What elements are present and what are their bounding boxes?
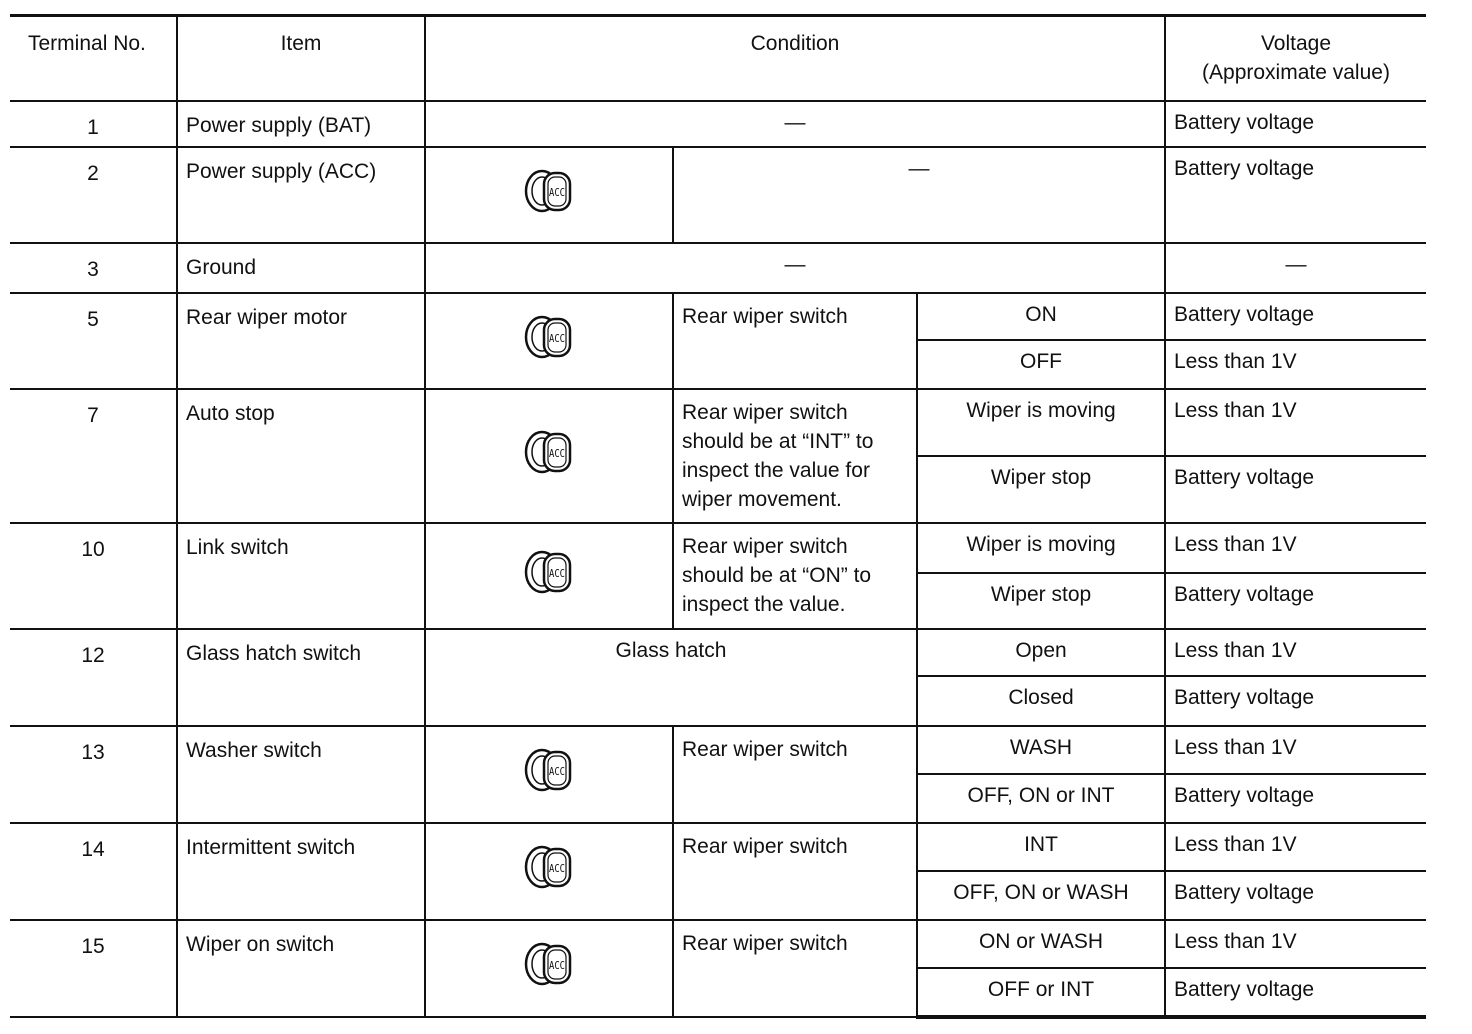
item-name: Glass hatch switch: [177, 629, 425, 726]
ignition-acc-icon: [522, 547, 576, 597]
svg-text:ACC: ACC: [549, 960, 565, 973]
item-name: Wiper on switch: [177, 920, 425, 1017]
table-row: [10, 726, 1426, 774]
item-name: Auto stop: [177, 389, 425, 523]
table-row: [10, 629, 1426, 676]
voltage-value: Battery voltage: [1165, 147, 1426, 243]
voltage-value: Battery voltage: [1165, 774, 1426, 823]
svg-text:ACC: ACC: [549, 766, 565, 779]
switch-state: ON: [917, 293, 1165, 340]
voltage-value: Less than 1V: [1165, 726, 1426, 774]
header-item: Item: [177, 16, 425, 101]
condition-text: Rear wiper switch: [673, 293, 917, 389]
switch-state: Open: [917, 629, 1165, 676]
ignition-acc-icon: [522, 842, 576, 892]
table-header-row: [10, 16, 1426, 101]
voltage-value: —: [1165, 243, 1426, 293]
ignition-acc-icon: [522, 427, 576, 477]
switch-state: Closed: [917, 676, 1165, 726]
svg-text:ACC: ACC: [549, 186, 565, 199]
table-row: [10, 147, 1426, 243]
condition-text: Rear wiper switch: [673, 726, 917, 823]
ignition-switch-cell: [425, 147, 673, 243]
ignition-acc-icon: [522, 939, 576, 989]
terminal-number: 3: [10, 243, 177, 293]
switch-state: OFF or INT: [917, 968, 1165, 1017]
terminal-number: 13: [10, 726, 177, 823]
item-name: Link switch: [177, 523, 425, 629]
voltage-value: Less than 1V: [1165, 629, 1426, 676]
condition-text: —: [673, 147, 1165, 243]
svg-text:ACC: ACC: [549, 863, 565, 876]
item-name: Rear wiper motor: [177, 293, 425, 389]
terminal-number: 1: [10, 101, 177, 147]
table-row: [10, 293, 1426, 340]
terminal-number: 12: [10, 629, 177, 726]
terminal-number: 14: [10, 823, 177, 920]
switch-state: OFF, ON or WASH: [917, 871, 1165, 920]
voltage-value: Less than 1V: [1165, 523, 1426, 573]
ignition-acc-icon: [522, 166, 576, 216]
svg-text:ACC: ACC: [549, 567, 565, 580]
ignition-switch-cell: [425, 726, 673, 823]
switch-state: Wiper stop: [917, 456, 1165, 523]
switch-state: ON or WASH: [917, 920, 1165, 968]
header-terminal-no: Terminal No.: [10, 16, 177, 101]
header-voltage-line1: Voltage: [1260, 32, 1332, 55]
condition-text: —: [425, 243, 1165, 293]
voltage-value: Battery voltage: [1165, 573, 1426, 629]
svg-text:ACC: ACC: [549, 332, 565, 345]
voltage-value: Battery voltage: [1165, 968, 1426, 1017]
switch-state: Wiper is moving: [917, 523, 1165, 573]
ignition-switch-cell: [425, 389, 673, 523]
svg-text:ACC: ACC: [549, 447, 565, 460]
item-name: Intermittent switch: [177, 823, 425, 920]
terminal-number: 2: [10, 147, 177, 243]
condition-text: Rear wiper switch should be at “INT” to inspect the value for wiper movement.: [673, 389, 917, 523]
voltage-value: Less than 1V: [1165, 389, 1426, 456]
header-voltage-line2: (Approximate value): [1202, 61, 1390, 84]
ignition-switch-cell: [425, 523, 673, 629]
ignition-acc-icon: [522, 312, 576, 362]
item-name: Power supply (BAT): [177, 101, 425, 147]
item-name: Power supply (ACC): [177, 147, 425, 243]
ignition-acc-icon: [522, 745, 576, 795]
condition-text: Rear wiper switch should be at “ON” to inspect the value.: [673, 523, 917, 629]
switch-state: OFF, ON or INT: [917, 774, 1165, 823]
table-row: [10, 523, 1426, 573]
ignition-switch-cell: [425, 293, 673, 389]
terminal-number: 7: [10, 389, 177, 523]
item-name: Washer switch: [177, 726, 425, 823]
voltage-value: Battery voltage: [1165, 293, 1426, 340]
condition-text: —: [425, 101, 1165, 147]
voltage-value: Less than 1V: [1165, 920, 1426, 968]
switch-state: Wiper stop: [917, 573, 1165, 629]
switch-state: OFF: [917, 340, 1165, 389]
voltage-value: Battery voltage: [1165, 676, 1426, 726]
header-voltage: [1165, 16, 1426, 101]
condition-text: Rear wiper switch: [673, 920, 917, 1017]
voltage-value: Less than 1V: [1165, 823, 1426, 871]
header-condition: Condition: [425, 16, 1165, 101]
item-name: Ground: [177, 243, 425, 293]
voltage-value: Battery voltage: [1165, 456, 1426, 523]
condition-text: Rear wiper switch: [673, 823, 917, 920]
ignition-switch-cell: [425, 823, 673, 920]
table-row: [10, 920, 1426, 968]
table-row: [10, 243, 1426, 293]
condition-text: Glass hatch: [425, 629, 917, 726]
table-row: [10, 101, 1426, 147]
table-row: [10, 823, 1426, 871]
switch-state: INT: [917, 823, 1165, 871]
ignition-switch-cell: [425, 920, 673, 1017]
switch-state: Wiper is moving: [917, 389, 1165, 456]
terminal-voltage-table: [10, 14, 1426, 1019]
terminal-number: 10: [10, 523, 177, 629]
voltage-value: Battery voltage: [1165, 871, 1426, 920]
voltage-value: Less than 1V: [1165, 340, 1426, 389]
voltage-value: Battery voltage: [1165, 101, 1426, 147]
terminal-number: 15: [10, 920, 177, 1017]
terminal-number: 5: [10, 293, 177, 389]
table-row: [10, 389, 1426, 456]
switch-state: WASH: [917, 726, 1165, 774]
